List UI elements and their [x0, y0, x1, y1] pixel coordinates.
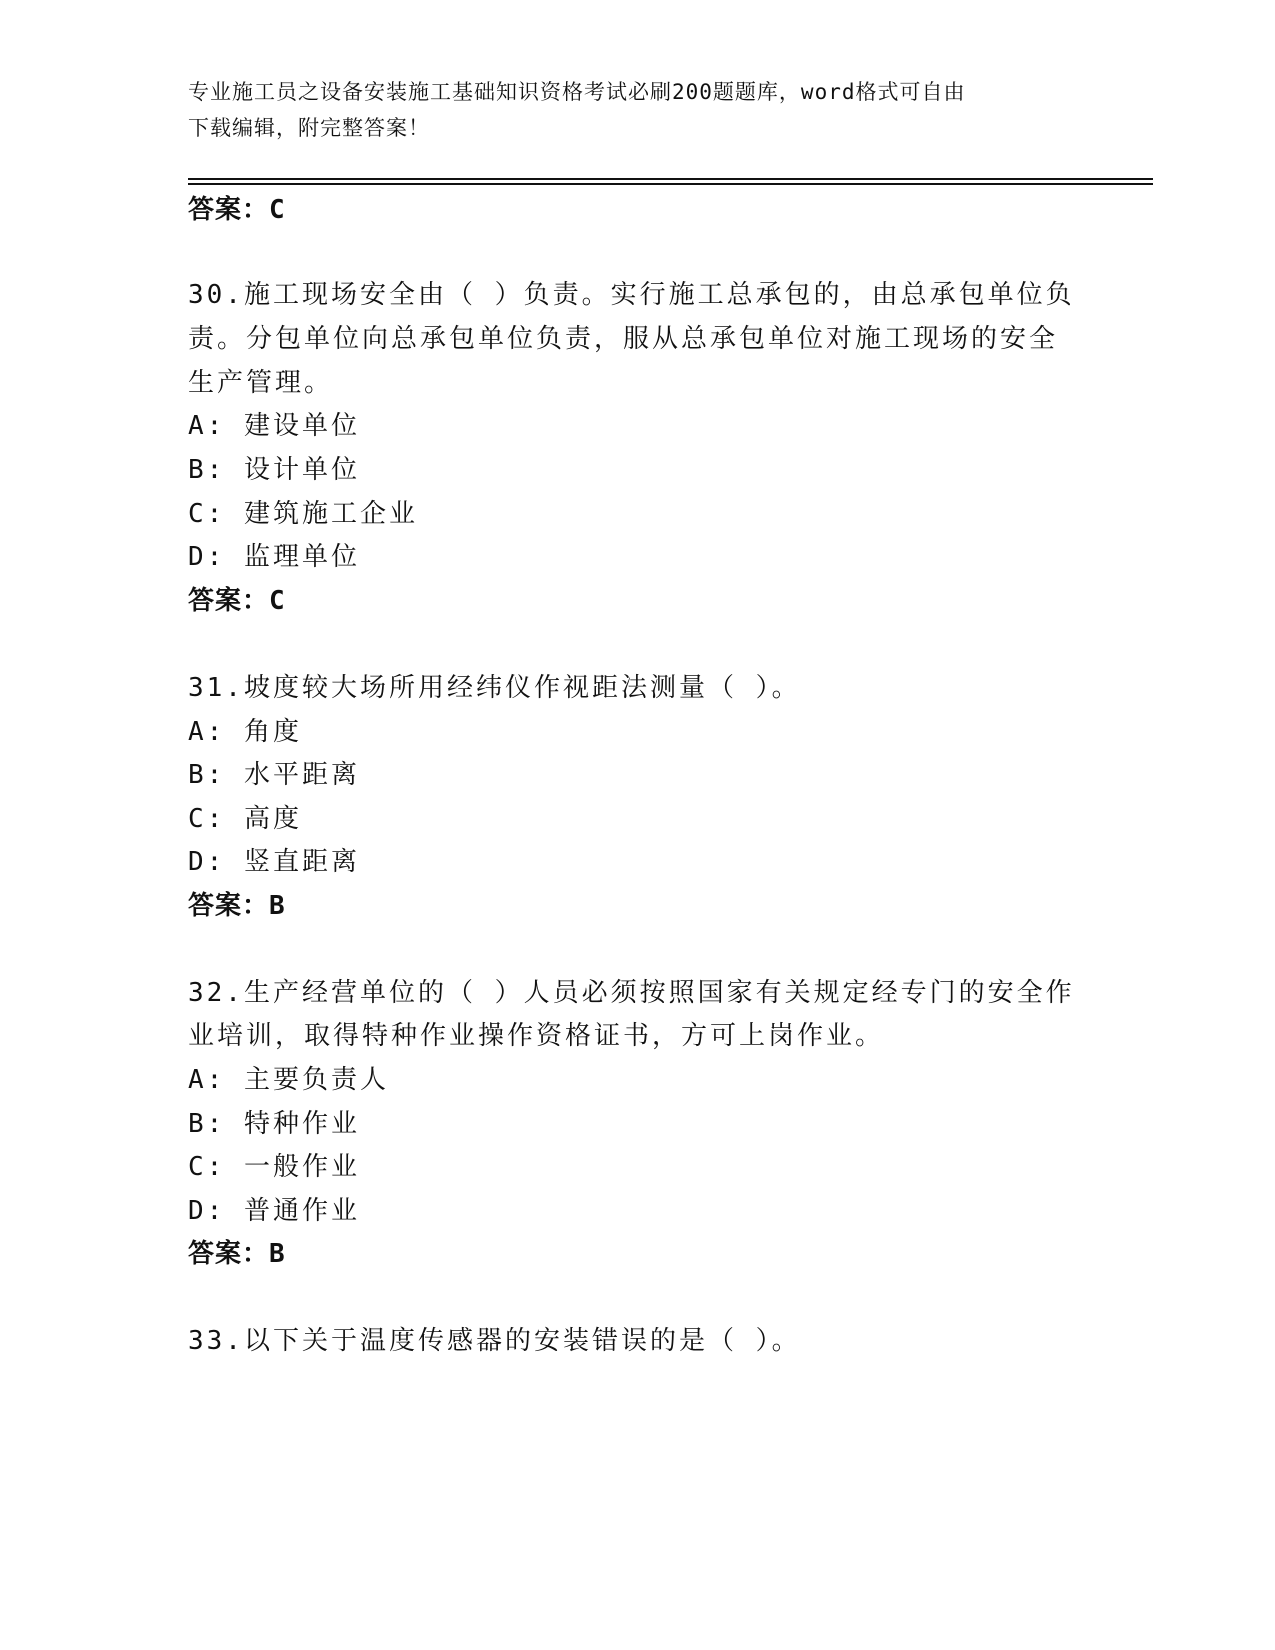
- question-33-line-1: 33.以下关于温度传感器的安装错误的是（ ）。: [188, 1326, 801, 1356]
- question-32-answer: 答案：B: [188, 1239, 286, 1269]
- document-header: [188, 74, 1088, 146]
- question-32-option-a: A: 主要负责人: [188, 1065, 389, 1095]
- question-32-line-2: 业培训，取得特种作业操作资格证书，方可上岗作业。: [188, 1021, 885, 1051]
- question-31-option-b: B: 水平距离: [188, 760, 360, 790]
- question-30-option-b: B: 设计单位: [188, 455, 360, 485]
- question-32-option-b: B: 特种作业: [188, 1109, 360, 1139]
- question-30-answer: 答案：C: [188, 586, 286, 616]
- header-line-1: 专业施工员之设备安装施工基础知识资格考试必刷200题题库，word格式可自由: [188, 80, 966, 104]
- question-32-line-1: 32.生产经营单位的（ ）人员必须按照国家有关规定经专门的安全作: [188, 978, 1075, 1008]
- question-31-option-d: D: 竖直距离: [188, 847, 360, 877]
- question-31-option-c: C: 高度: [188, 804, 302, 834]
- header-line-2: 下载编辑，附完整答案！: [188, 116, 430, 140]
- question-32-option-c: C: 一般作业: [188, 1152, 360, 1182]
- question-30-line-3: 生产管理。: [188, 368, 334, 398]
- answer-line: 答案：C: [188, 195, 286, 225]
- question-30-option-c: C: 建筑施工企业: [188, 499, 418, 529]
- question-30-option-d: D: 监理单位: [188, 542, 360, 572]
- question-31-answer: 答案：B: [188, 891, 286, 921]
- header-rule-top: [188, 178, 1153, 180]
- question-30-line-2: 责。分包单位向总承包单位负责，服从总承包单位对施工现场的安全: [188, 324, 1059, 354]
- question-32-option-d: D: 普通作业: [188, 1196, 360, 1226]
- question-31-option-a: A: 角度: [188, 717, 302, 747]
- question-30-line-1: 30.施工现场安全由（ ）负责。实行施工总承包的，由总承包单位负: [188, 280, 1075, 310]
- question-31-line-1: 31.坡度较大场所用经纬仪作视距法测量（ ）。: [188, 673, 801, 703]
- header-rule-bottom: [188, 183, 1153, 185]
- question-30-option-a: A: 建设单位: [188, 411, 360, 441]
